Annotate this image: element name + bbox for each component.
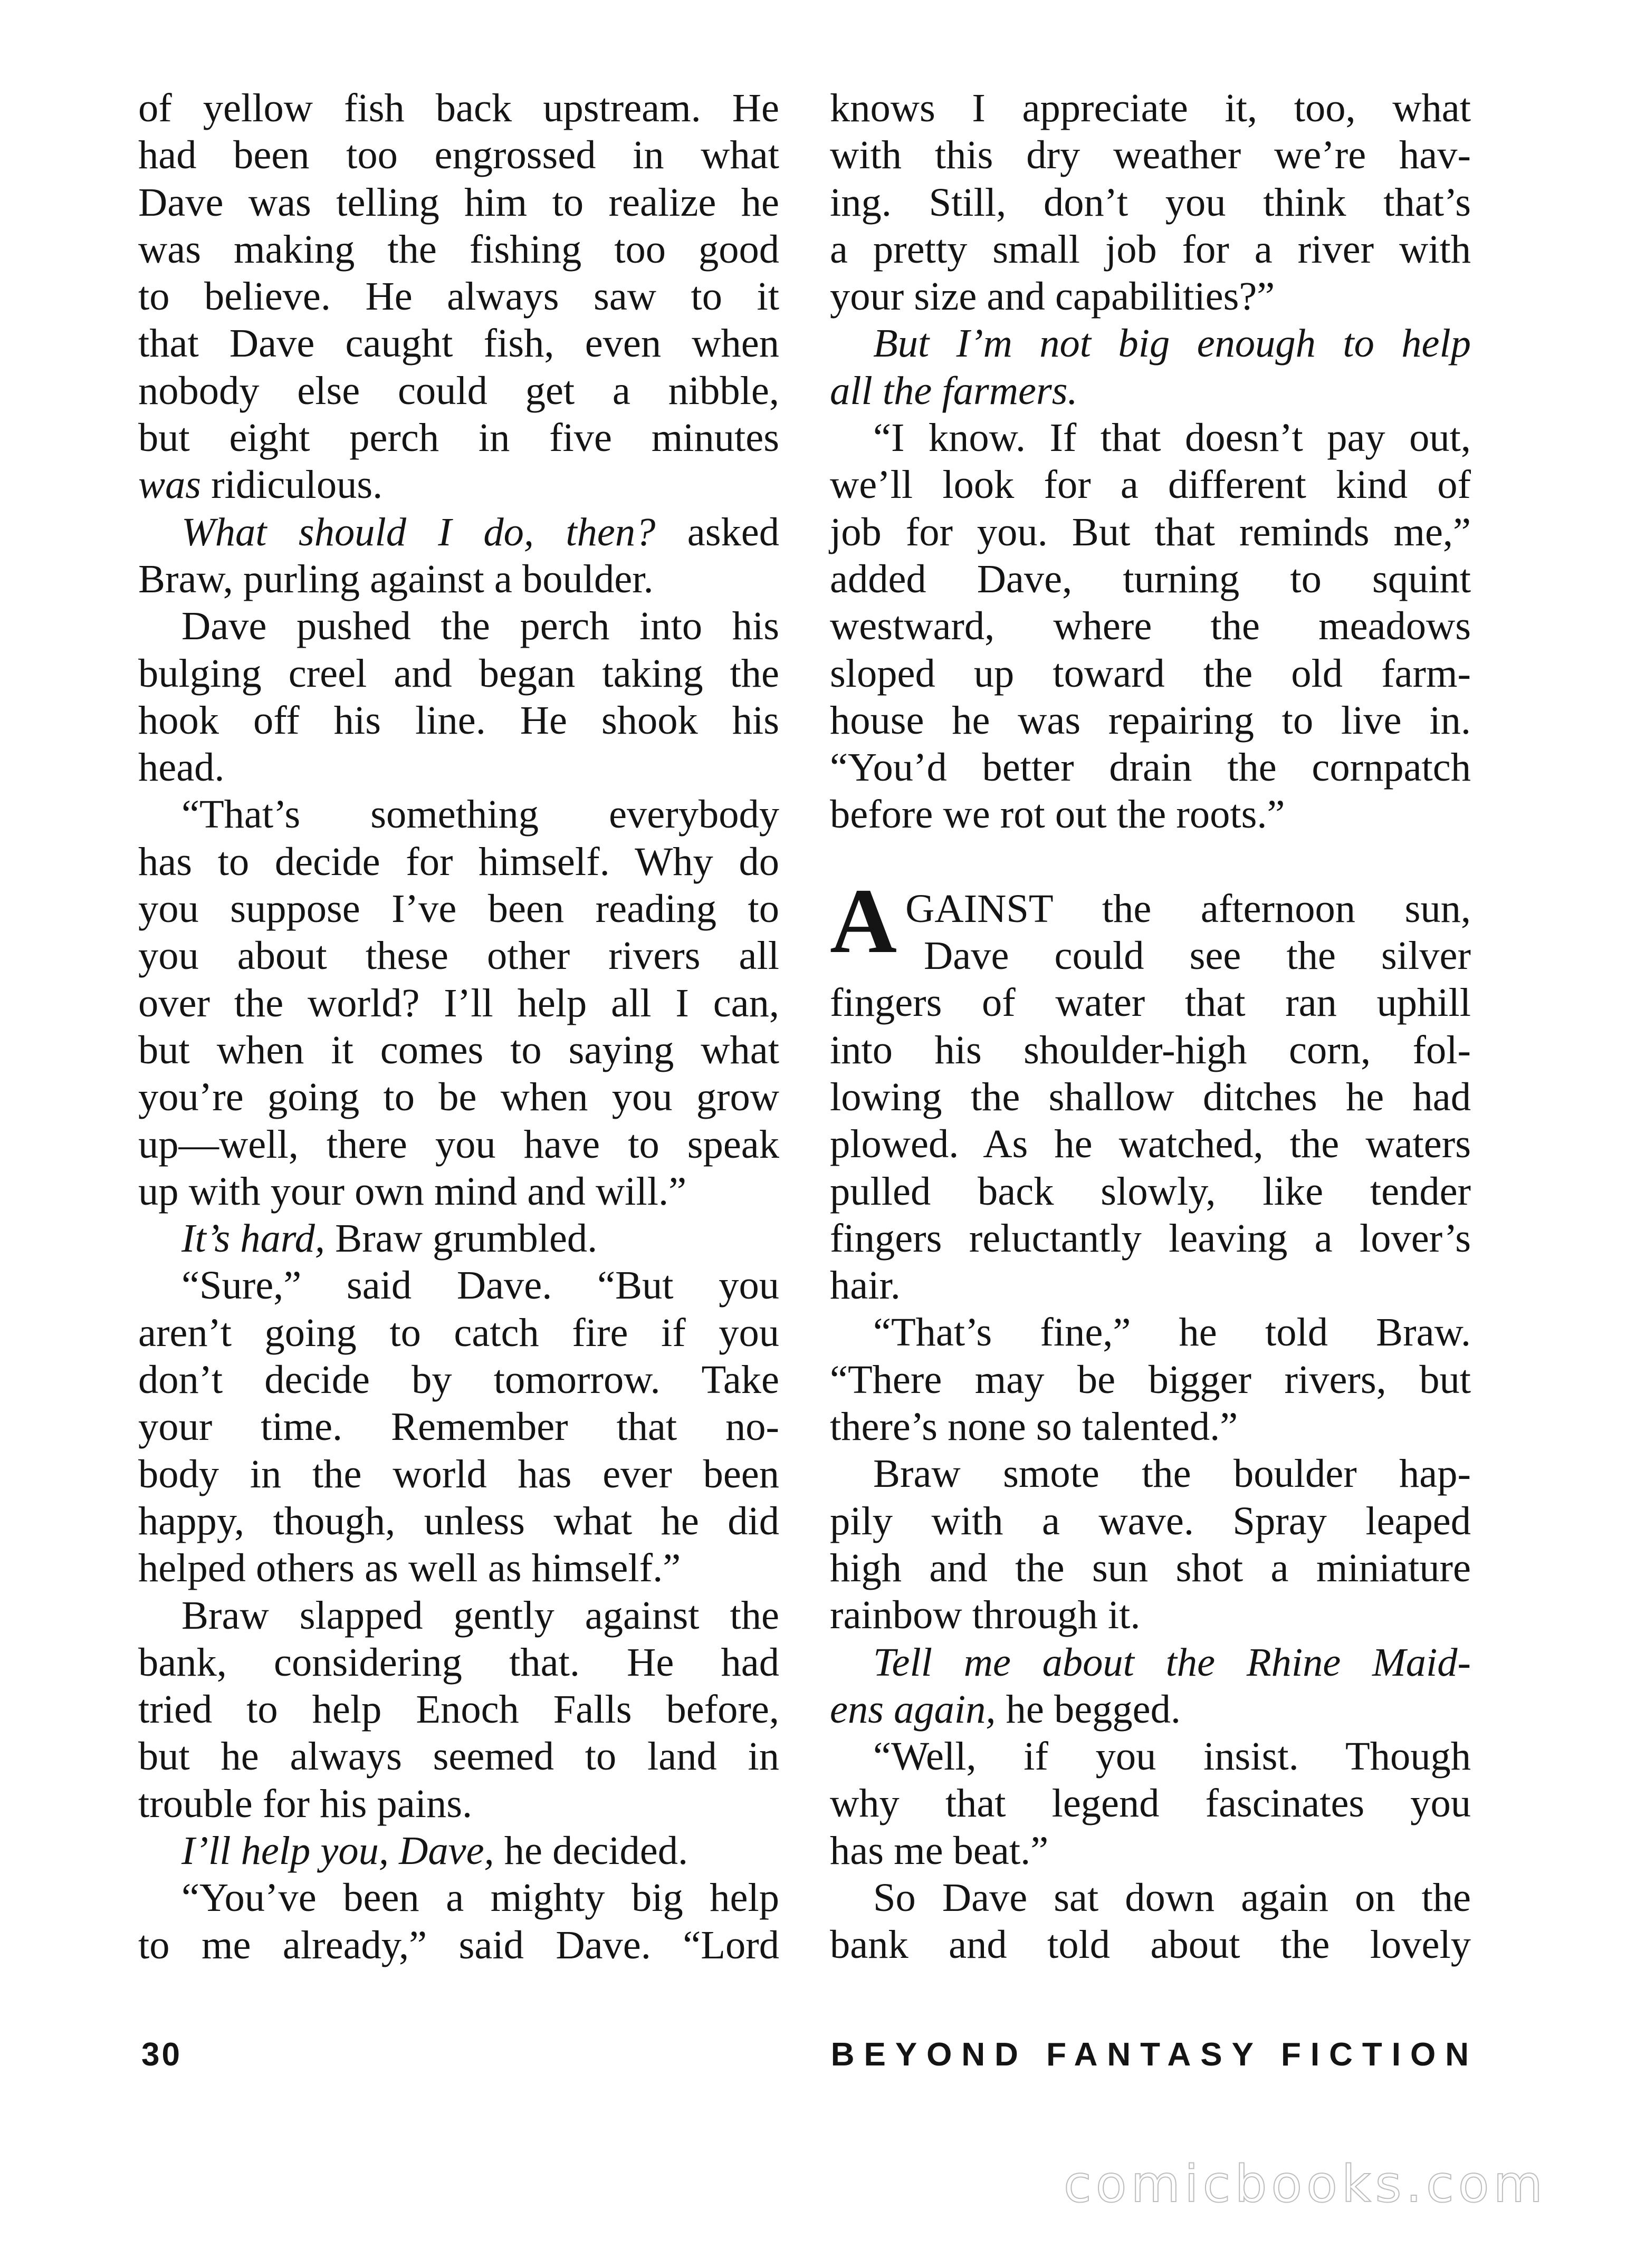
- text-line: nobody else could get a nibble,: [138, 368, 779, 413]
- text-line: “Sure,” said Dave. “But you: [181, 1263, 779, 1308]
- text-line: sloped up toward the old farm-: [830, 650, 1471, 696]
- text-line: “You’ve been a mighty big help: [181, 1875, 779, 1920]
- text-line: but eight perch in five minutes: [138, 415, 779, 460]
- text-line: tried to help Enoch Falls before,: [138, 1687, 779, 1732]
- text-line: that Dave caught fish, even when: [138, 321, 779, 366]
- left-text-column: [138, 84, 779, 1968]
- text-line: aren’t going to catch fire if you: [138, 1310, 779, 1355]
- text-line: knows I appreciate it, too, what: [830, 85, 1471, 130]
- text-line: we’ll look for a different kind of: [830, 462, 1471, 507]
- text-line: Braw, purling against a boulder.: [138, 556, 654, 601]
- text-line: “That’s something everybody: [181, 792, 779, 837]
- text-line: bulging creel and began taking the: [138, 650, 779, 696]
- text-line: plowed. As he watched, the waters: [830, 1121, 1471, 1167]
- text-line: “That’s fine,” he told Braw.: [873, 1310, 1471, 1355]
- text-line: pily with a wave. Spray leaped: [830, 1498, 1471, 1543]
- text-line: Dave pushed the perch into his: [181, 603, 779, 649]
- text-line: all the farmers.: [830, 368, 1078, 413]
- text-line: to me already,” said Dave. “Lord: [138, 1922, 779, 1967]
- text-line: fingers of water that ran uphill: [830, 980, 1471, 1025]
- text-line: a pretty small job for a river with: [830, 226, 1471, 272]
- watermark: comicbooks.com: [1063, 2155, 1547, 2214]
- text-line: don’t decide by tomorrow. Take: [138, 1357, 779, 1402]
- text-line: over the world? I’ll help all I can,: [138, 980, 779, 1025]
- text-line: your time. Remember that no-: [138, 1404, 779, 1449]
- text-line: AGAINST the afternoon sun,: [830, 869, 1471, 973]
- text-line: bank, considering that. He had: [138, 1639, 779, 1685]
- text-line: happy, though, unless what he did: [138, 1498, 779, 1543]
- text-line: your size and capabilities?”: [830, 274, 1275, 319]
- right-text-column: [830, 84, 1471, 1968]
- page-number: 30: [141, 2036, 182, 2073]
- text-line: I’ll help you, Dave, he decided.: [181, 1828, 688, 1873]
- text-line: but he always seemed to land in: [138, 1734, 779, 1779]
- text-line: Dave was telling him to realize he: [138, 179, 779, 225]
- text-line: there’s none so talented.”: [830, 1404, 1238, 1449]
- text-line: bank and told about the lovely: [830, 1922, 1471, 1967]
- text-line: was ridiculous.: [138, 462, 383, 507]
- text-line: Dave could see the silver: [924, 933, 1471, 978]
- text-line: up—well, there you have to speak: [138, 1121, 779, 1167]
- text-line: lowing the shallow ditches he had: [830, 1074, 1471, 1119]
- text-line: added Dave, turning to squint: [830, 556, 1471, 601]
- drop-cap: A: [830, 869, 897, 973]
- text-line: But I’m not big enough to help: [873, 321, 1471, 366]
- text-line: had been too engrossed in what: [138, 132, 779, 178]
- text-line: Braw slapped gently against the: [181, 1592, 779, 1638]
- text-line: “Well, if you insist. Though: [873, 1734, 1471, 1779]
- text-line: you suppose I’ve been reading to: [138, 886, 779, 931]
- magazine-title: BEYOND FANTASY FICTION: [830, 2036, 1478, 2073]
- text-line: was making the fishing too good: [138, 226, 779, 272]
- text-line: head.: [138, 745, 225, 790]
- text-line: fingers reluctantly leaving a lover’s: [830, 1215, 1471, 1261]
- text-line: to believe. He always saw to it: [138, 274, 779, 319]
- text-line: Braw smote the boulder hap-: [873, 1451, 1471, 1496]
- text-line: rainbow through it.: [830, 1592, 1141, 1638]
- text-line: with this dry weather we’re hav-: [830, 132, 1471, 178]
- text-line: pulled back slowly, like tender: [830, 1168, 1471, 1214]
- text-line: So Dave sat down again on the: [873, 1875, 1471, 1920]
- text-line: into his shoulder-high corn, fol-: [830, 1027, 1471, 1072]
- text-line: why that legend fascinates you: [830, 1781, 1471, 1826]
- text-line: What should I do, then? asked: [181, 509, 779, 554]
- text-line: “I know. If that doesn’t pay out,: [873, 415, 1471, 460]
- text-line: ens again, he begged.: [830, 1686, 1181, 1732]
- text-line: “You’d better drain the cornpatch: [830, 745, 1471, 790]
- text-line: house he was repairing to live in.: [830, 697, 1471, 743]
- text-line: up with your own mind and will.”: [138, 1168, 687, 1214]
- text-line: you’re going to be when you grow: [138, 1074, 779, 1120]
- text-line: It’s hard, Braw grumbled.: [181, 1216, 598, 1261]
- text-line: has to decide for himself. Why do: [138, 839, 779, 884]
- text-line: before we rot out the roots.”: [830, 792, 1285, 837]
- text-line: has me beat.”: [830, 1828, 1049, 1873]
- text-line: “There may be bigger rivers, but: [830, 1357, 1471, 1402]
- text-line: helped others as well as himself.”: [138, 1545, 681, 1591]
- text-line: of yellow fish back upstream. He: [138, 85, 779, 130]
- text-line: job for you. But that reminds me,”: [830, 509, 1471, 554]
- text-line: hook off his line. He shook his: [138, 697, 779, 743]
- text-line: body in the world has ever been: [138, 1451, 779, 1496]
- text-line: Tell me about the Rhine Maid-: [873, 1639, 1471, 1685]
- text-line: trouble for his pains.: [138, 1781, 473, 1826]
- text-line: westward, where the meadows: [830, 603, 1471, 649]
- text-line: you about these other rivers all: [138, 933, 779, 978]
- text-line: ing. Still, don’t you think that’s: [830, 179, 1471, 225]
- text-line: high and the sun shot a miniature: [830, 1545, 1471, 1590]
- text-line: but when it comes to saying what: [138, 1027, 779, 1072]
- text-line: hair.: [830, 1263, 901, 1308]
